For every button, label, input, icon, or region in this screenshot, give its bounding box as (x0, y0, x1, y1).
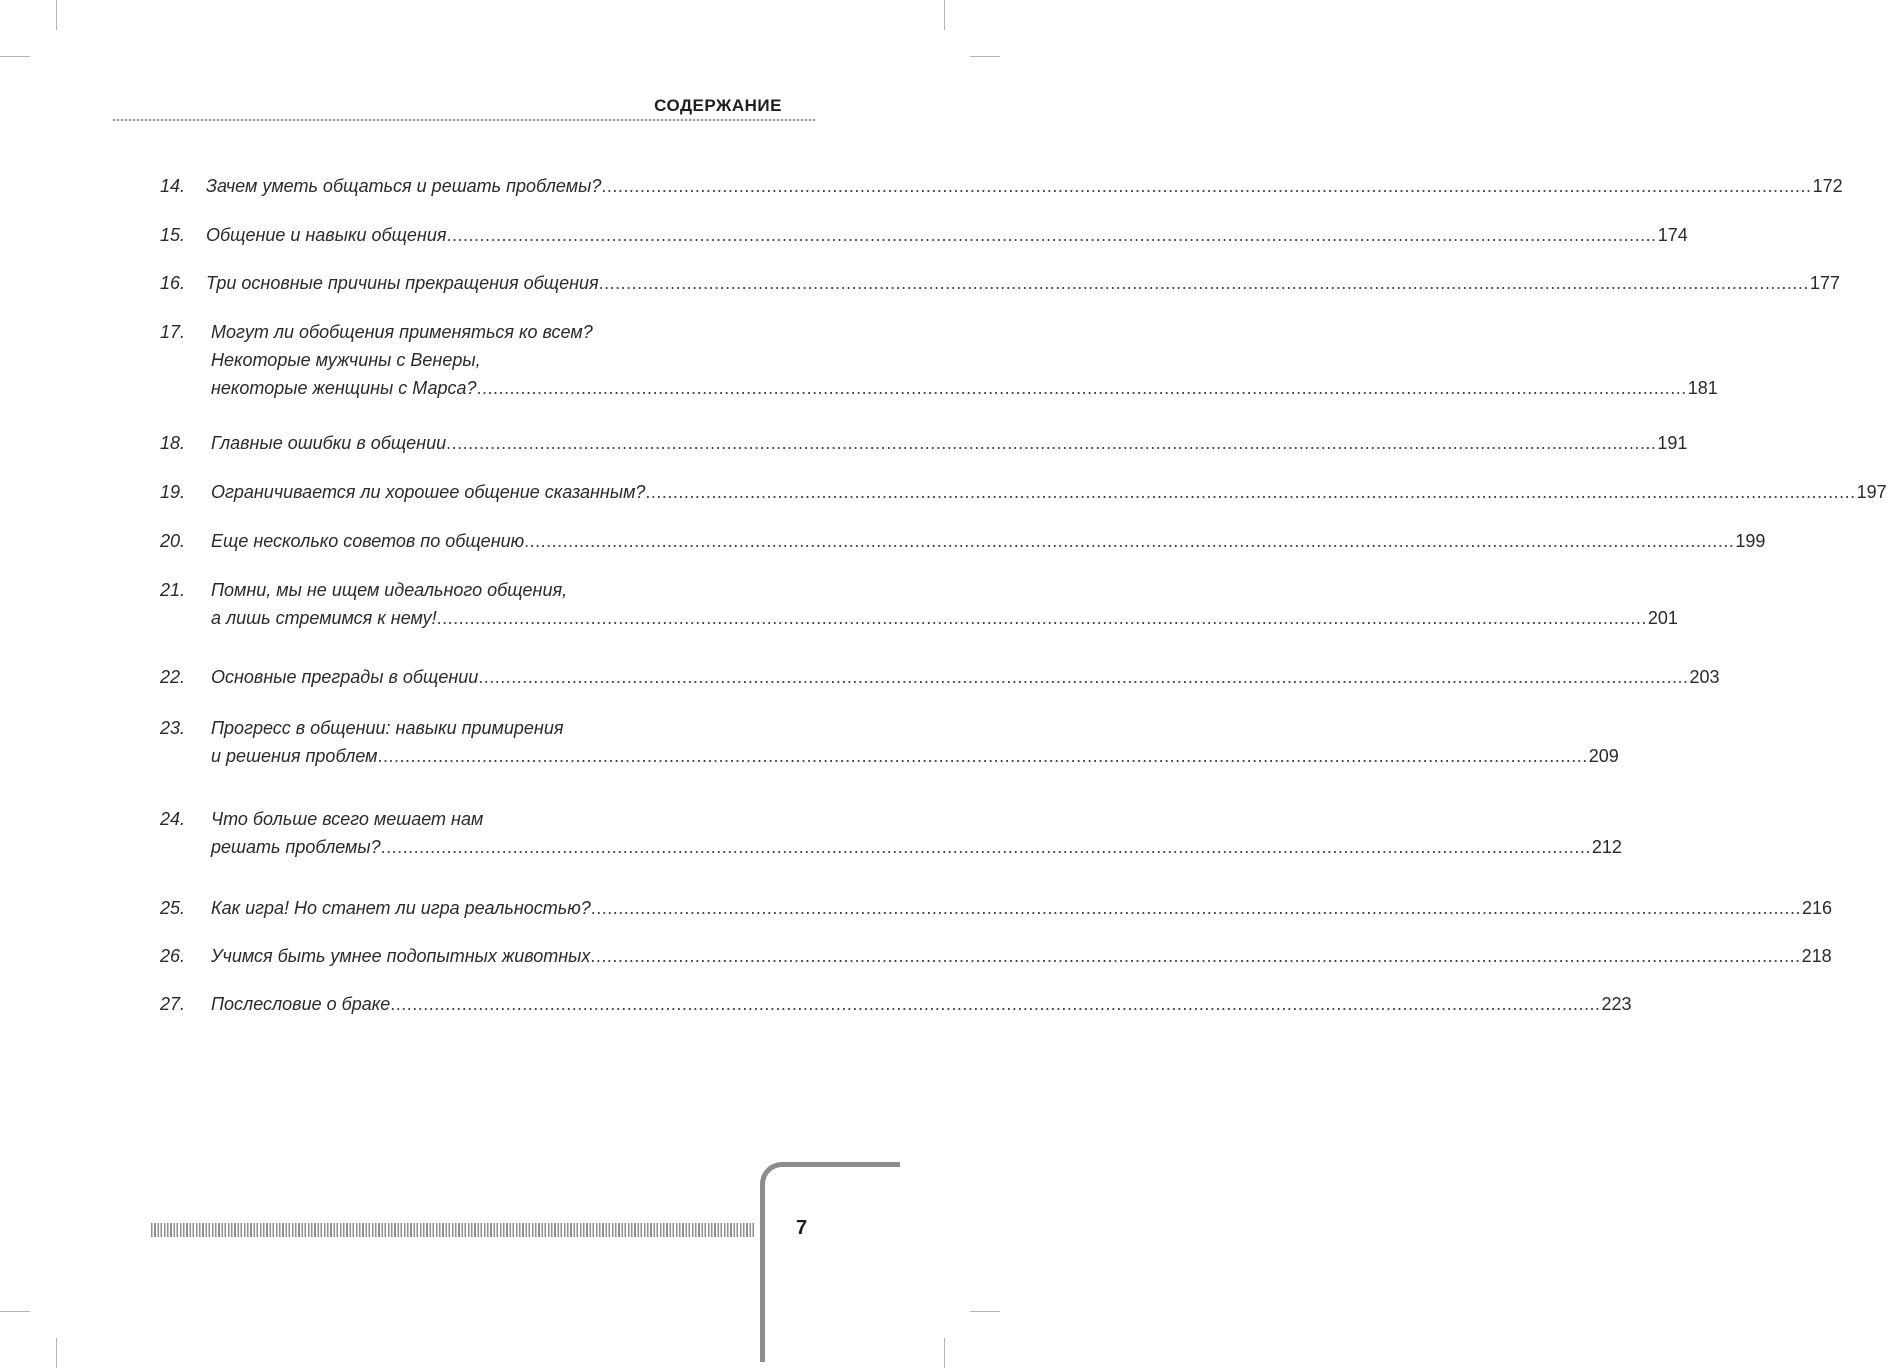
toc-entry-title (206, 942, 1832, 970)
footer-barcode-rule (151, 1223, 755, 1237)
toc-entry-title (206, 527, 1766, 555)
toc-entry-page: 212 (1591, 837, 1622, 857)
toc-entry-number: 26. (160, 946, 186, 966)
dot-leader: ............................................................................................................................................................................................................................ (446, 225, 1657, 245)
toc-entry-title-line: Помни, мы не ищем идеального общения, (211, 580, 568, 600)
dot-leader: ............................................................................................................................................................................................................................ (590, 898, 1802, 918)
toc-entry-title-line: Основные преграды в общении (211, 667, 479, 687)
toc-entry-title-line: Послесловие о браке (211, 994, 391, 1014)
toc-entry-title-line: решать проблемы? (211, 837, 381, 857)
toc-entry-title (206, 805, 1622, 861)
page-number: 7 (796, 1217, 808, 1239)
dot-leader: ............................................................................................................................................................................................................................ (478, 667, 1689, 687)
toc-entry-number: 16. (160, 273, 186, 293)
toc-entry-title (206, 429, 1688, 457)
toc-entry-title (206, 318, 1718, 402)
toc-entry-page: 191 (1657, 433, 1688, 453)
toc-entry-number: 19. (160, 482, 186, 502)
toc-entry-page: 172 (1812, 176, 1843, 196)
dot-leader: ............................................................................................................................................................................................................................ (601, 176, 1812, 196)
toc-entry-page: 177 (1809, 273, 1840, 293)
toc-entry-number: 27. (160, 994, 186, 1014)
toc-entry-title (206, 894, 1833, 922)
toc-entry-page: 197 (1856, 482, 1887, 502)
toc-entry-title-line: Общение и навыки общения (206, 225, 447, 245)
toc-entry-title (206, 221, 1688, 249)
toc-entry-title-line: Что больше всего мешает нам (211, 809, 484, 829)
toc-entry-title-line: Зачем уметь общаться и решать проблемы? (206, 176, 602, 196)
page-tab-corner (760, 1162, 900, 1362)
toc-entry-number: 21. (160, 580, 186, 600)
toc-entry-title-line: Некоторые мужчины с Венеры, (211, 350, 481, 370)
dot-leader: ............................................................................................................................................................................................................................ (390, 994, 1601, 1014)
toc-entry-title-line: Прогресс в общении: навыки примирения (211, 718, 564, 738)
toc-entry-title (206, 663, 1720, 691)
toc-entry-page: 181 (1687, 378, 1718, 398)
toc-entry-title (206, 269, 1840, 297)
toc-entry-title-line: а лишь стремимся к нему! (211, 608, 437, 628)
toc-entry-title-line: некоторые женщины с Марса? (211, 378, 477, 398)
toc-entry-title (206, 172, 1843, 200)
dot-leader: ............................................................................................................................................................................................................................ (590, 946, 1801, 966)
toc-entry-title-line: Учимся быть умнее подопытных животных (211, 946, 591, 966)
dot-leader: ............................................................................................................................................................................................................................ (377, 746, 1588, 766)
toc-entry-page: 199 (1735, 531, 1766, 551)
toc-entry-title-line: Еще несколько советов по общению (211, 531, 525, 551)
toc-entry-title (206, 576, 1678, 632)
toc-entry-title-line: Три основные причины прекращения общения (206, 273, 599, 293)
toc-entry-page: 223 (1601, 994, 1632, 1014)
toc-entry-title-line: Главные ошибки в общении (211, 433, 447, 453)
toc-entry-title-line: и решения проблем (211, 746, 378, 766)
dot-leader: ............................................................................................................................................................................................................................ (446, 433, 1657, 453)
toc-entry-page: 216 (1802, 898, 1833, 918)
toc-entry-page: 174 (1657, 225, 1688, 245)
toc-entry-page: 203 (1689, 667, 1720, 687)
toc-entry-number: 23. (160, 718, 186, 738)
toc-entry-number: 25. (160, 898, 186, 918)
toc-entry-page: 201 (1647, 608, 1678, 628)
toc-entry-title (206, 990, 1632, 1018)
toc-entry-number: 15. (160, 225, 186, 245)
toc-entry-number: 18. (160, 433, 186, 453)
toc-entry-number: 14. (160, 176, 186, 196)
toc-entry-number: 20. (160, 531, 186, 551)
toc-entry-title-line: Как игра! Но станет ли игра реальностью? (211, 898, 591, 918)
toc-entry-page: 218 (1801, 946, 1832, 966)
section-title: СОДЕРЖАНИЕ (654, 96, 782, 115)
toc-entry-number: 24. (160, 809, 186, 829)
toc-entry-title-line: Ограничивается ли хорошее общение сказанным? (211, 482, 646, 502)
toc-entry-page: 209 (1588, 746, 1619, 766)
dot-leader: ............................................................................................................................................................................................................................ (476, 378, 1687, 398)
toc-entry-title (206, 714, 1619, 770)
toc-entry-title (206, 478, 1887, 506)
dot-leader: ............................................................................................................................................................................................................................ (598, 273, 1809, 293)
dot-leader: ............................................................................................................................................................................................................................ (524, 531, 1735, 551)
toc-entry-number: 17. (160, 322, 186, 342)
toc-entry-number: 22. (160, 667, 186, 687)
dot-leader: ............................................................................................................................................................................................................................ (436, 608, 1647, 628)
dot-leader: ............................................................................................................................................................................................................................ (645, 482, 1856, 502)
dot-leader: ............................................................................................................................................................................................................................ (380, 837, 1591, 857)
toc-entry-title-line: Могут ли обобщения применяться ко всем? (211, 322, 593, 342)
